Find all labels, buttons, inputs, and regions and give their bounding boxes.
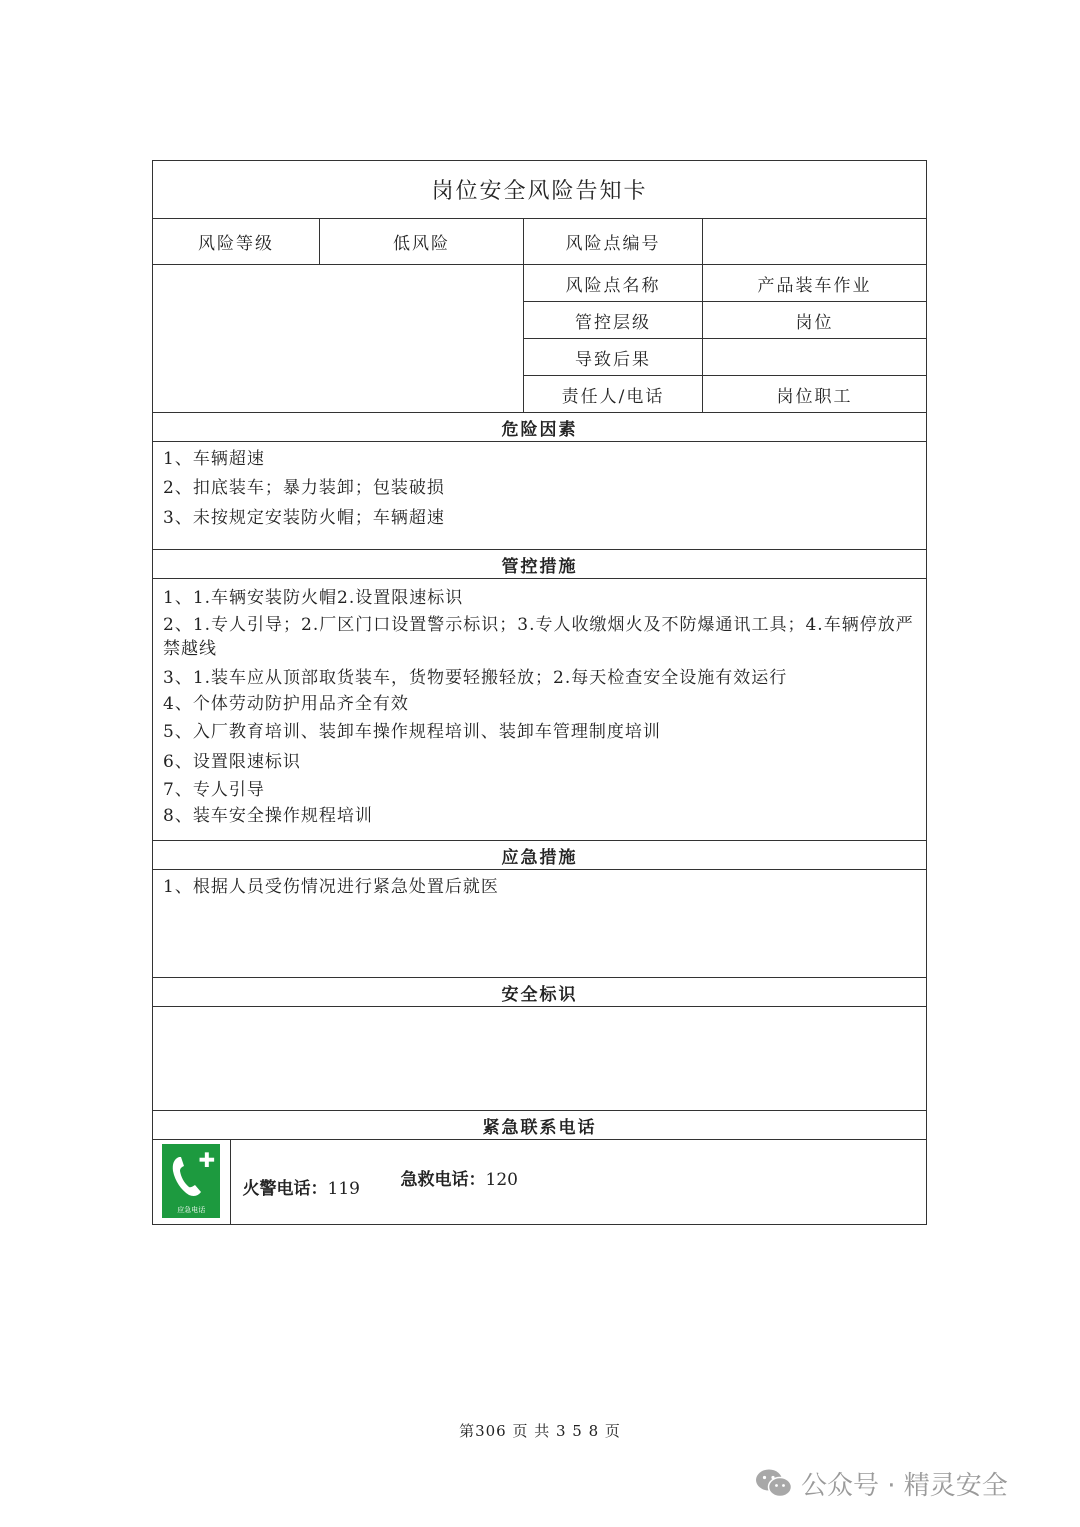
- aid-phone: [401, 1165, 518, 1190]
- control-item: 1、1.车辆安装防火帽2.设置限速标识: [163, 588, 464, 608]
- control-item: 2、1.专人引导；2.厂区门口设置警示标识；3.专人收缴烟火及不防爆通讯工具；4.车辆停放严禁越线: [163, 615, 914, 659]
- safety-signs-heading: 安全标识: [153, 978, 927, 1007]
- contacts-heading: 紧急联系电话: [153, 1111, 927, 1140]
- fire-phone: [243, 1174, 360, 1199]
- plus-cross-icon: ✚: [198, 1148, 216, 1172]
- consequence-value: [703, 339, 927, 376]
- control-level-label: 管控层级: [524, 302, 703, 339]
- responsible-label: 责任人/电话: [524, 376, 703, 413]
- blank-image-area: [153, 265, 524, 413]
- risk-level-value: 低风险: [320, 219, 524, 265]
- fire-phone-label: 火警电话：: [242, 1179, 328, 1199]
- risk-point-name-label: 风险点名称: [524, 265, 703, 302]
- responsible-value: 岗位职工: [703, 376, 927, 413]
- risk-point-no-value: [703, 219, 927, 265]
- control-item: 6、设置限速标识: [163, 752, 301, 772]
- control-item: 8、装车安全操作规程培训: [163, 806, 373, 826]
- card-title: 岗位安全风险告知卡: [153, 161, 927, 219]
- control-level-value: 岗位: [703, 302, 927, 339]
- risk-notice-card: [152, 160, 927, 1225]
- wechat-icon: [755, 1468, 793, 1498]
- hazard-item: 1、车辆超速: [163, 449, 265, 469]
- watermark-text: 公众号 · 精灵安全: [801, 1470, 1008, 1501]
- control-item: 3、1.装车应从顶部取货装车，货物要轻搬轻放；2.每天检查安全设施有效运行: [163, 668, 788, 688]
- risk-point-no-label: 风险点编号: [524, 219, 703, 265]
- hazard-item: 3、未按规定安装防火帽；车辆超速: [163, 508, 445, 528]
- aid-phone-number: 120: [485, 1170, 518, 1190]
- control-item: 4、个体劳动防护用品齐全有效: [163, 694, 409, 714]
- risk-point-name-value: 产品装车作业: [703, 265, 927, 302]
- sign-caption: 应急电话: [177, 1206, 206, 1214]
- emergency-item: 1、根据人员受伤情况进行紧急处置后就医: [163, 877, 499, 897]
- controls-list: [153, 579, 927, 841]
- aid-phone-label: 急救电话：: [400, 1170, 486, 1190]
- fire-phone-number: 119: [327, 1179, 360, 1199]
- controls-heading: 管控措施: [153, 550, 927, 579]
- control-item: 7、专人引导: [163, 780, 265, 800]
- risk-level-label: 风险等级: [153, 219, 320, 265]
- emergency-list: [153, 870, 927, 978]
- emergency-heading: 应急措施: [153, 841, 927, 870]
- emergency-phone-sign-icon: [162, 1144, 220, 1218]
- safety-signs-area: [153, 1007, 927, 1111]
- consequence-label: 导致后果: [524, 339, 703, 376]
- watermark: [755, 1463, 1008, 1503]
- hazards-list: [153, 442, 927, 550]
- control-item: 5、入厂教育培训、装卸车操作规程培训、装卸车管理制度培训: [163, 722, 661, 742]
- hazards-heading: 危险因素: [153, 413, 927, 442]
- page-footer: 第306 页 共 3 5 8 页: [459, 1422, 621, 1440]
- hazard-item: 2、扣底装车；暴力装卸；包装破损: [163, 478, 445, 498]
